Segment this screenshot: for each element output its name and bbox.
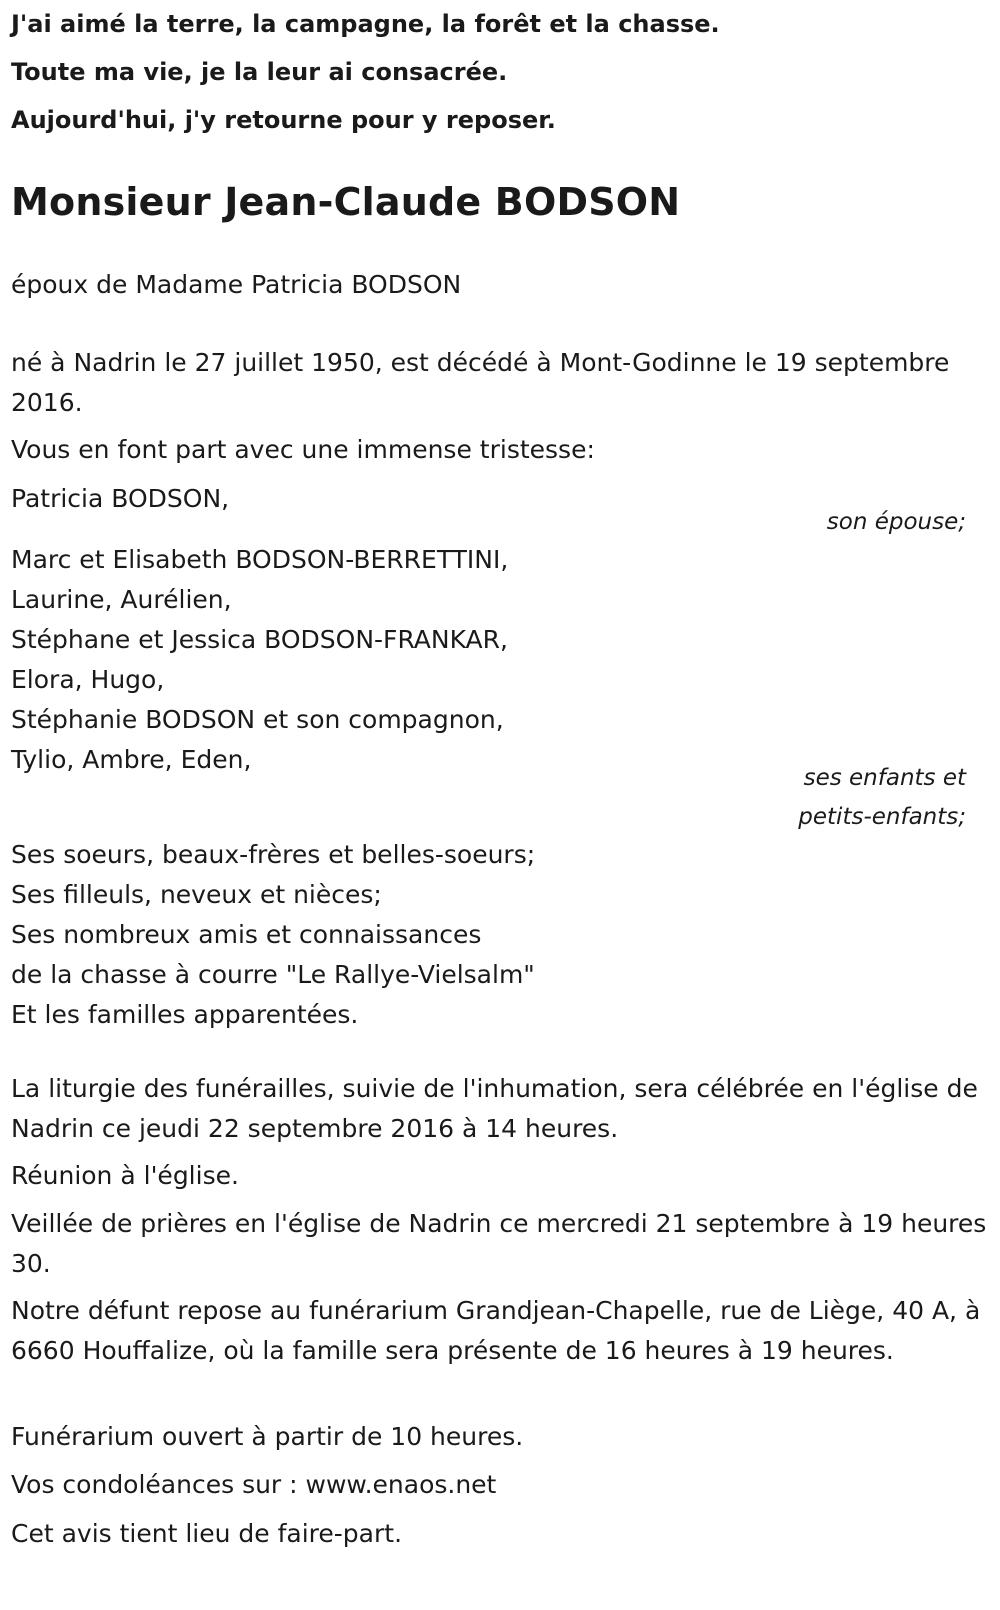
family-child-line: Stéphane et Jessica BODSON-FRANKAR,	[11, 625, 508, 654]
family-child-line: Laurine, Aurélien,	[11, 585, 232, 614]
vigil-paragraph: Veillée de prières en l'église de Nadrin ce mercredi 21 septembre à 19 heures 30.	[11, 1209, 987, 1278]
family-other-line: de la chasse à courre "Le Rallye-Vielsalm"	[11, 960, 535, 989]
meeting-paragraph: Réunion à l'église.	[11, 1161, 239, 1190]
spouse-line: époux de Madame Patricia BODSON	[11, 270, 462, 299]
deceased-name: Monsieur Jean-Claude BODSON	[11, 180, 681, 224]
funerarium-open-paragraph: Funérarium ouvert à partir de 10 heures.	[11, 1422, 524, 1451]
family-child-line: Elora, Hugo,	[11, 665, 165, 694]
liturgy-paragraph: La liturgie des funérailles, suivie de l'inhumation, sera célébrée en l'église de Nadrin ce jeudi 22 septembre 2016 à 14 heures.	[11, 1074, 978, 1143]
rest-paragraph: Notre défunt repose au funérarium Grandjean-Chapelle, rue de Liège, 40 A, à 6660 Houffalize, où la famille sera présente de 16 heures à 19 heures.	[11, 1296, 981, 1365]
condolences-paragraph: Vos condoléances sur : www.enaos.net	[11, 1470, 497, 1499]
spouse-role: son épouse;	[826, 509, 966, 535]
family-child-line: Tylio, Ambre, Eden,	[11, 745, 252, 774]
family-other-line: Et les familles apparentées.	[11, 1000, 359, 1029]
children-role-1: ses enfants et	[803, 765, 966, 791]
family-other-line: Ses soeurs, beaux-frères et belles-soeurs;	[11, 840, 536, 869]
epigraph-line-3: Aujourd'hui, j'y retourne pour y reposer.	[11, 106, 556, 134]
children-role-2: petits-enfants;	[798, 804, 966, 830]
family-child-line: Stéphanie BODSON et son compagnon,	[11, 705, 504, 734]
family-spouse: Patricia BODSON,	[11, 484, 230, 513]
family-children-block	[11, 540, 991, 780]
family-other-line: Ses nombreux amis et connaissances	[11, 920, 482, 949]
notice-paragraph: Cet avis tient lieu de faire-part.	[11, 1519, 403, 1548]
epigraph-line-1: J'ai aimé la terre, la campagne, la forêt et la chasse.	[11, 10, 720, 38]
epigraph-line-2: Toute ma vie, je la leur ai consacrée.	[11, 58, 508, 86]
family-other-line: Ses filleuls, neveux et nièces;	[11, 880, 382, 909]
announcement-line: Vous en font part avec une immense tristesse:	[11, 435, 595, 464]
family-child-line: Marc et Elisabeth BODSON-BERRETTINI,	[11, 545, 509, 574]
birth-death-line: né à Nadrin le 27 juillet 1950, est décédé à Mont-Godinne le 19 septembre 2016.	[11, 348, 950, 417]
family-others-block	[11, 835, 991, 1035]
